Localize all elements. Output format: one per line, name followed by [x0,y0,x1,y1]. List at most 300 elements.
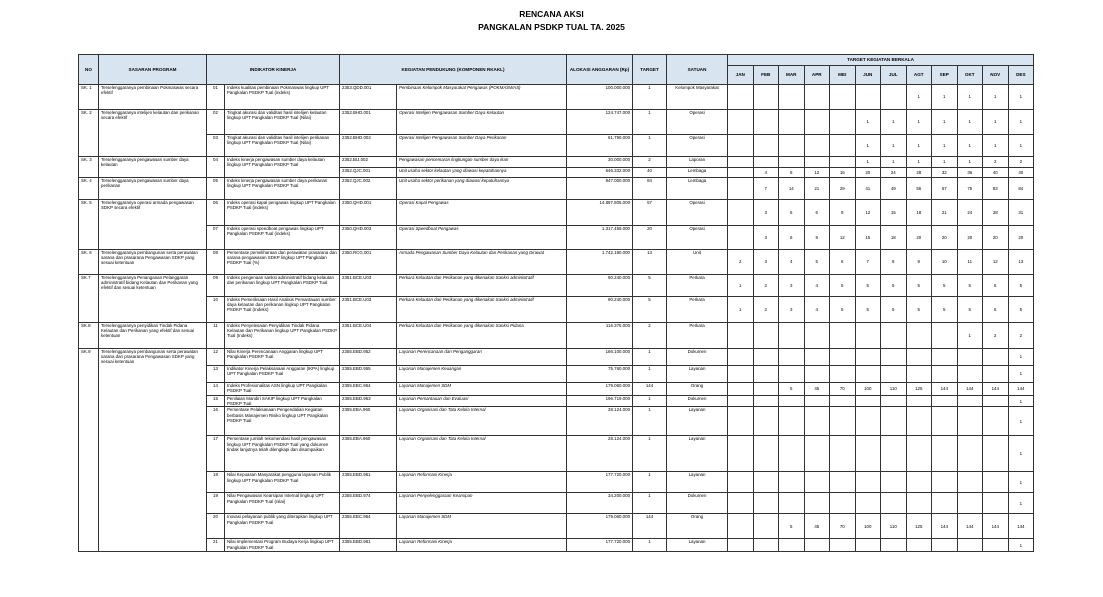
cell-month-mei: 5 [830,275,856,297]
cell-indikator-no: 02 [207,110,225,135]
cell-indikator: Indeks operasi speedboat pengawas lingkup UPT Pangkalan PSDKP Tual (indeks) [225,226,340,250]
header-month-mei: MEI [830,66,856,85]
cell-month-jul: 15 [881,200,907,226]
cell-indikator-no: 12 [207,349,225,366]
document-title: RENCANA AKSI [519,9,584,19]
cell-month-apr: 21 [804,178,830,200]
cell-month-sep: 144 [932,383,958,396]
cell-month-jul [881,407,907,436]
cell-kegiatan: Perkara Kelautan dan Perikanan yang dikenakan Sanksi administratif [397,275,567,297]
cell-kode: 2355.EBD.961 [340,472,397,493]
cell-month-des: 1 [1008,85,1034,110]
cell-satuan: Orang [667,383,728,396]
cell-sk [79,539,99,552]
cell-month-mei [830,539,856,552]
cell-month-jun: 100 [855,514,881,539]
cell-month-apr [804,472,830,493]
cell-month-nov [983,366,1009,383]
header-month-sep: SEP [932,66,958,85]
cell-month-agt: 125 [906,514,932,539]
cell-month-okt: 75 [957,178,983,200]
cell-indikator: Indeks kinerja pengawasan sumber daya kelautan lingkup UPT Pangkalan PSDKP Tual [225,157,340,168]
cell-month-mei [830,110,856,135]
cell-month-okt: 5 [957,275,983,297]
cell-month-jun [855,349,881,366]
cell-month-sep: 144 [932,514,958,539]
cell-month-mei: 9 [830,200,856,226]
cell-month-nov: 1 [983,110,1009,135]
cell-month-apr [804,396,830,407]
cell-month-agt [906,396,932,407]
cell-month-mei [830,436,856,472]
header-no: NO [79,55,99,85]
cell-month-jul [881,539,907,552]
cell-month-agt: 125 [906,383,932,396]
cell-month-des: 1 [1008,472,1034,493]
cell-month-jun: 20 [855,168,881,178]
cell-month-jul: 1 [881,157,907,168]
cell-month-jun: 1 [855,110,881,135]
table-row [79,349,1034,366]
table-row [79,157,1034,168]
cell-month-feb [753,349,779,366]
cell-sasaran [99,407,207,436]
cell-month-feb [753,323,779,349]
cell-month-jun [855,85,881,110]
cell-month-jul: 8 [881,250,907,275]
cell-indikator: Indeks Pemeriksaan Hasil Analisis Pemantauan sumber daya kelautan dan perikanan lingkup UPT Pangkalan PSDKP Tual (Indeks) [225,297,340,323]
cell-month-feb [753,366,779,383]
cell-month-mar [779,366,805,383]
cell-month-jun [855,407,881,436]
cell-month-agt [906,323,932,349]
cell-month-des: 5 [1008,297,1034,323]
cell-month-okt: 144 [957,383,983,396]
cell-target: 57 [633,200,667,226]
cell-target: 1 [633,349,667,366]
cell-month-mar [779,436,805,472]
cell-month-sep [932,539,958,552]
cell-month-jun [855,436,881,472]
cell-month-agt: 1 [906,110,932,135]
cell-target: 13 [633,250,667,275]
cell-satuan: Perkara [667,297,728,323]
cell-month-jul: 24 [881,168,907,178]
cell-month-jul: 1 [881,135,907,157]
cell-alokasi: 124.747.000 [567,110,633,135]
cell-kegiatan: Layanan Reformasi Kinerja [397,539,567,552]
cell-month-des: 5 [1008,275,1034,297]
cell-month-apr: 4 [804,275,830,297]
cell-indikator-no: 05 [207,178,225,200]
header-month-agt: AGT [906,66,932,85]
cell-sk: SK. 1 [79,85,99,110]
cell-indikator: Indeks operasi kapal pengawas lingkup UPT Pangkalan PSDKP Tual (indeks) [225,200,340,226]
cell-satuan: Perkara [667,275,728,297]
cell-kode: 2353.QDD.001 [340,85,397,110]
cell-month-sep: 1 [932,85,958,110]
cell-sk [79,226,99,250]
cell-kegiatan: Layanan Pemantauan dan Evaluasi [397,396,567,407]
cell-month-des: 1 [1008,396,1034,407]
cell-month-des: 20 [1008,226,1034,250]
cell-kode: 2355.EBD.974 [340,493,397,514]
cell-sk: SK.9 [79,349,99,366]
cell-month-nov: 1 [983,135,1009,157]
cell-kode: 2352.QJC.001 [340,168,397,178]
header-month-apr: APR [804,66,830,85]
cell-satuan: Operasi [667,135,728,157]
cell-indikator: Indeks kinerja pengawasan sumber daya perikanan lingkup UPT Pangkalan PSDKP Tual [225,178,340,200]
cell-month-jun: 5 [855,297,881,323]
cell-satuan: Operasi [667,226,728,250]
cell-month-jan [728,85,754,110]
cell-sk: SK. 5 [79,200,99,226]
cell-month-nov [983,472,1009,493]
header-month-jan: JAN [728,66,754,85]
cell-alokasi: 100.000.000 [567,85,633,110]
cell-target: 2 [633,323,667,349]
cell-month-okt [957,396,983,407]
cell-month-nov: 2 [983,323,1009,349]
cell-month-okt: 20 [957,226,983,250]
cell-month-feb: 3 [753,200,779,226]
cell-sasaran: Terselenggaranya Penanganan Pelanggaran administratif bidang Kelautan dan Perikanan yang efektif dan sesuai ketentuan [99,275,207,297]
cell-month-des: 1 [1008,110,1034,135]
cell-kode: 2352.QJC.002 [340,178,397,200]
cell-month-feb [753,157,779,168]
cell-sasaran [99,514,207,539]
cell-month-des: 144 [1008,383,1034,396]
cell-month-jan [728,200,754,226]
cell-month-sep [932,366,958,383]
cell-month-mei [830,85,856,110]
cell-month-nov: 144 [983,383,1009,396]
cell-sk [79,493,99,514]
cell-month-des: 2 [1008,157,1034,168]
cell-kegiatan: Perkara Kelautan dan Perikanan yang dikenakan Sanksi Pidana [397,323,567,349]
table-row [79,135,1034,157]
cell-month-okt: 1 [957,85,983,110]
header-month-okt: OKT [957,66,983,85]
cell-sasaran: Terselenggaranya pembinaan Pokmaswas secara efektif [99,85,207,110]
cell-kegiatan: Layanan Organisasi dan Tata Kelola Internal [397,436,567,472]
cell-month-sep: 1 [932,157,958,168]
cell-indikator-no: 09 [207,275,225,297]
cell-month-okt: 1 [957,157,983,168]
cell-month-sep: 1 [932,110,958,135]
cell-target: 1 [633,135,667,157]
cell-month-okt: 1 [957,323,983,349]
cell-month-jun: 15 [855,226,881,250]
cell-month-apr [804,85,830,110]
cell-satuan: Laporan [667,157,728,168]
cell-kode: 2350.QHD.003 [340,226,397,250]
cell-month-jul [881,366,907,383]
cell-month-mei: 5 [830,297,856,323]
cell-month-sep: 1 [932,135,958,157]
cell-month-apr [804,323,830,349]
cell-month-jul: 49 [881,178,907,200]
table-row [79,226,1034,250]
cell-month-jan [728,493,754,514]
cell-month-des: 1 [1008,539,1034,552]
cell-month-jun: 1 [855,135,881,157]
cell-indikator: Tingkat akurasi dan validitas hasil intelijen kelautan lingkup UPT Pangkalan PSDKP Tual (Nilai) [225,110,340,135]
cell-month-mar: 3 [779,297,805,323]
cell-indikator: Nilai Kepuasan Masyarakat pengguna layanan Publik lingkup UPT Pangkalan PSDKP Tual [225,472,340,493]
cell-indikator-no: 13 [207,366,225,383]
table-row [79,200,1034,226]
cell-month-okt [957,539,983,552]
header-month-feb: FEB [753,66,779,85]
cell-month-agt [906,493,932,514]
header-month-des: DES [1008,66,1034,85]
cell-sasaran: Terselenggaranya penyidikan Tindak Pidana Kelautan dan Perikanan yang efektif dan sesuai ketentuan [99,323,207,349]
cell-month-jan [728,366,754,383]
cell-month-apr: 5 [804,250,830,275]
cell-month-nov [983,436,1009,472]
document-subtitle: PANGKALAN PSDKP TUAL TA. 2025 [478,22,625,32]
cell-alokasi: 14.897.805.000 [567,200,633,226]
cell-month-nov: 40 [983,168,1009,178]
cell-month-jul: 1 [881,110,907,135]
cell-alokasi: 1.317.459.000 [567,226,633,250]
cell-sasaran [99,472,207,493]
cell-month-jul: 5 [881,275,907,297]
cell-kode: 2355.EBD.952 [340,349,397,366]
cell-month-okt: 11 [957,250,983,275]
header-month-jun: JUN [855,66,881,85]
cell-kode: 2351.BCE.U03 [340,275,397,297]
cell-target: 1 [633,539,667,552]
cell-indikator: Inovasi pelayanan publik yang diterapkan lingkup UPT Pangkalan PSDKP Tual [225,514,340,539]
cell-month-sep: 5 [932,275,958,297]
cell-month-jun: 5 [855,275,881,297]
cell-kegiatan: Layanan Manajemen Keuangan [397,366,567,383]
cell-indikator-no: 21 [207,539,225,552]
cell-month-jan [728,323,754,349]
cell-month-okt: 1 [957,135,983,157]
cell-month-apr [804,135,830,157]
rencana-aksi-table [78,54,1034,552]
cell-month-agt: 5 [906,297,932,323]
cell-month-nov: 5 [983,297,1009,323]
cell-month-sep: 32 [932,168,958,178]
cell-month-sep: 10 [932,250,958,275]
cell-indikator: Indeks kualitas pembinaan Pokmaswas lingkup UPT Pangkalan PSDKP Tual (indeks) [225,85,340,110]
cell-indikator-no: 10 [207,297,225,323]
cell-month-jan: 1 [728,275,754,297]
cell-sasaran: Terselenggaranya intelijen kelautan dan perikanan secara efektif [99,110,207,135]
cell-month-jan [728,436,754,472]
cell-month-des: 1 [1008,349,1034,366]
cell-kegiatan: Operasi Intelijen Pengawasan Sumber Daya Perikanan [397,135,567,157]
cell-month-agt: 28 [906,168,932,178]
cell-sasaran [99,396,207,407]
cell-satuan: Lembaga [667,178,728,200]
cell-month-jun [855,396,881,407]
cell-alokasi: 179.060.000 [567,383,633,396]
cell-month-jan [728,472,754,493]
cell-month-sep [932,436,958,472]
cell-indikator-no: 15 [207,396,225,407]
cell-kode: 2350.QHD.001 [340,200,397,226]
cell-indikator-no: 18 [207,472,225,493]
table-row [79,472,1034,493]
cell-month-jun [855,366,881,383]
cell-month-mei [830,349,856,366]
table-row [79,297,1034,323]
cell-sk: SK.7 [79,275,99,297]
cell-kegiatan: Layanan Manajemen SDM [397,383,567,396]
cell-month-mar: 14 [779,178,805,200]
cell-sasaran [99,436,207,472]
cell-kode: 2350.RCG.001 [340,250,397,275]
cell-indikator: Indeks Profesionalitas ASN lingkup UPT Pangkalan PSDKP Tual [225,383,340,396]
cell-indikator-no: 06 [207,200,225,226]
cell-satuan: Operasi [667,200,728,226]
cell-month-agt [906,472,932,493]
cell-indikator: Indeks pengenaan sanksi administratif bidang kelautan dan perikanan lingkup UPT Pangkalan PSDKP Tual [225,275,340,297]
cell-month-sep [932,493,958,514]
cell-target: 1 [633,85,667,110]
cell-month-mar [779,349,805,366]
cell-month-des: 1 [1008,366,1034,383]
cell-target: 40 [633,168,667,178]
cell-month-agt: 1 [906,135,932,157]
cell-month-feb [753,472,779,493]
header-indikator: INDIKATOR KINERJA [207,55,340,85]
cell-kegiatan: Layanan Organisasi dan Tata Kelola Internal [397,407,567,436]
cell-month-nov [983,349,1009,366]
header-month-mar: MAR [779,66,805,85]
cell-month-jan: 1 [728,297,754,323]
cell-alokasi: 28.124.000 [567,407,633,436]
cell-month-des: 144 [1008,514,1034,539]
cell-month-apr: 45 [804,383,830,396]
cell-month-nov [983,493,1009,514]
cell-month-jan [728,539,754,552]
cell-sk: SK.8 [79,323,99,349]
cell-indikator [225,168,340,178]
cell-month-agt: 5 [906,275,932,297]
cell-month-mei [830,157,856,168]
header-alokasi: ALOKASI ANGGARAN (Rp) [567,55,633,85]
cell-indikator-no: 04 [207,157,225,168]
cell-month-feb [753,135,779,157]
cell-month-feb: 3 [753,226,779,250]
cell-target: 1 [633,366,667,383]
cell-sasaran [99,383,207,396]
cell-month-nov: 5 [983,275,1009,297]
cell-sk [79,436,99,472]
header-month-jul: JUL [881,66,907,85]
cell-month-jan [728,110,754,135]
cell-month-agt [906,366,932,383]
cell-indikator: Persentase jumlah rekomendasi hasil pengawasan lingkup UPT Pangkalan PSDKP Tual yang dokumen tindak lanjutnya telah dilengkapi dan disampaikan [225,436,340,472]
cell-month-nov: 20 [983,226,1009,250]
cell-target: 1 [633,493,667,514]
cell-kegiatan: Layanan Manajemen SDM [397,514,567,539]
cell-sasaran [99,493,207,514]
table-row [79,178,1034,200]
cell-month-feb [753,407,779,436]
cell-satuan: Layanan [667,366,728,383]
cell-satuan: Dokumen [667,396,728,407]
cell-month-apr [804,110,830,135]
cell-month-mei [830,472,856,493]
cell-kode: 2355.EBA.960 [340,407,397,436]
cell-target: 84 [633,178,667,200]
cell-month-jul [881,436,907,472]
cell-month-jul: 5 [881,297,907,323]
cell-month-des: 84 [1008,178,1034,200]
cell-kegiatan: Layanan Reformasi Kinerja [397,472,567,493]
cell-indikator-no: 07 [207,226,225,250]
cell-month-feb [753,396,779,407]
cell-month-nov: 83 [983,178,1009,200]
cell-target: 5 [633,275,667,297]
cell-alokasi: 90.240.000 [567,275,633,297]
cell-satuan: Dokumen [667,493,728,514]
cell-alokasi: 177.720.000 [567,472,633,493]
cell-month-feb [753,514,779,539]
cell-indikator-no: 14 [207,383,225,396]
cell-indikator-no: 01 [207,85,225,110]
cell-month-apr [804,349,830,366]
cell-satuan: Layanan [667,436,728,472]
cell-kegiatan: Pembinaan Kelompok Masyarakat Pengawas (POKMASWAS) [397,85,567,110]
header-kegiatan: KEGIATAN PENDUKUNG (KOMPONEN RKAKL) [340,55,567,85]
cell-sasaran [99,168,207,178]
header-target: TARGET [633,55,667,85]
cell-sk: SK. 2 [79,110,99,135]
cell-alokasi: 34.200.000 [567,493,633,514]
cell-month-des: 40 [1008,168,1034,178]
cell-month-jul [881,323,907,349]
cell-alokasi: 166.100.000 [567,349,633,366]
cell-kode: 2352.BIJ.002 [340,157,397,168]
cell-target: 1 [633,110,667,135]
cell-month-jun [855,493,881,514]
table-row [79,407,1034,436]
table-row [79,493,1034,514]
cell-alokasi: 1.742.190.000 [567,250,633,275]
cell-month-sep [932,396,958,407]
cell-target: 1 [633,407,667,436]
cell-month-jun: 12 [855,200,881,226]
cell-kegiatan: Pengawasan pencemaran lingkungan sumber daya ikan [397,157,567,168]
cell-month-des: 1 [1008,493,1034,514]
cell-sk [79,514,99,539]
cell-kode: 2351.BCE.U03 [340,297,397,323]
table-row [79,396,1034,407]
cell-kode: 2355.EBD.955 [340,366,397,383]
cell-month-sep: 67 [932,178,958,200]
cell-satuan: Perkara [667,323,728,349]
cell-month-des: 1 [1008,407,1034,436]
cell-sk [79,168,99,178]
cell-month-mei [830,366,856,383]
cell-month-feb: 2 [753,297,779,323]
cell-month-mar [779,407,805,436]
cell-month-apr [804,407,830,436]
cell-satuan: Dokumen [667,349,728,366]
cell-month-mar [779,157,805,168]
cell-indikator: Indikator Kinerja Pelaksanaan Anggaran (IKPA) lingkup UPT Pangkalan PSDKP Tual [225,366,340,383]
cell-sk [79,396,99,407]
